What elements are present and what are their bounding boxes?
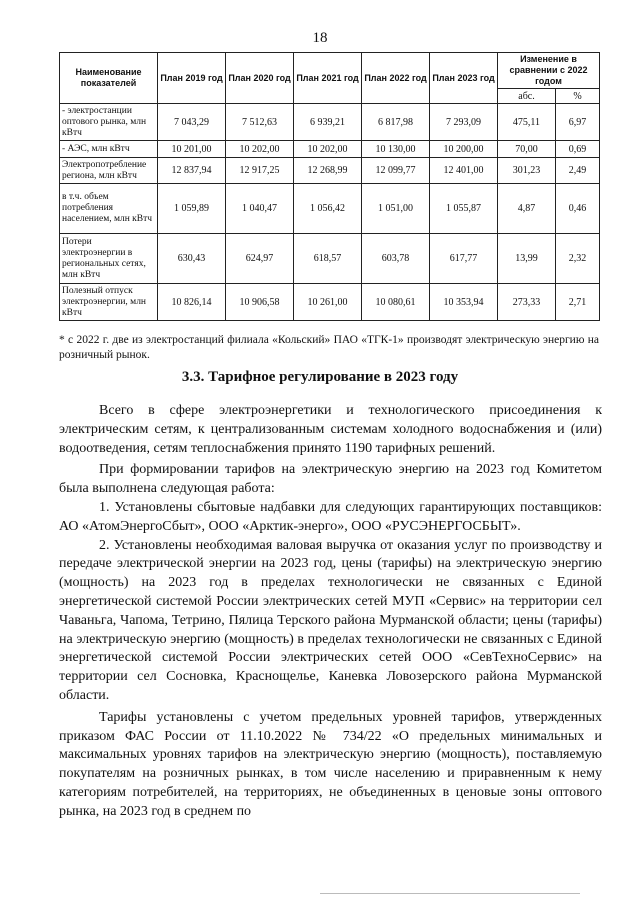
cell-2020: 10 202,00 [226,141,294,158]
cell-2022: 10 130,00 [362,141,430,158]
body-text [59,402,602,822]
header-change: Изменение в сравнении с 2022 годом [498,53,600,89]
cell-pct: 2,32 [556,234,600,284]
header-plan-2019: План 2019 год [158,53,226,104]
header-name: Наименование показателей [60,53,158,104]
section-title: 3.3. Тарифное регулирование в 2023 году [181,369,459,385]
row-label: Потери электроэнергии в региональных сетях, млн кВтч [60,234,158,284]
header-pct: % [556,89,600,104]
cell-2021: 618,57 [294,234,362,284]
electricity-table [59,52,600,321]
table-row [60,184,600,234]
row-label: в т.ч. объем потребления населением, млн кВтч [60,184,158,234]
cell-2022: 10 080,61 [362,284,430,321]
cell-2021: 10 261,00 [294,284,362,321]
cell-2023: 1 055,87 [430,184,498,234]
cell-2021: 10 202,00 [294,141,362,158]
cell-2019: 630,43 [158,234,226,284]
cell-2023: 12 401,00 [430,158,498,184]
cell-2019: 10 201,00 [158,141,226,158]
page-bottom-rule [320,893,580,894]
cell-2019: 1 059,89 [158,184,226,234]
cell-abs: 70,00 [498,141,556,158]
header-abs: абс. [498,89,556,104]
table-row [60,234,600,284]
cell-2020: 1 040,47 [226,184,294,234]
header-plan-2020: План 2020 год [226,53,294,104]
cell-2022: 1 051,00 [362,184,430,234]
cell-abs: 13,99 [498,234,556,284]
cell-pct: 2,71 [556,284,600,321]
cell-2022: 12 099,77 [362,158,430,184]
cell-pct: 0,46 [556,184,600,234]
row-label: - электростанции оптового рынка, млн кВтч [60,104,158,141]
cell-pct: 2,49 [556,158,600,184]
table-row [60,284,600,321]
table-row [60,158,600,184]
paragraph: 2. Установлены необходимая валовая выручка от оказания услуг по производству и передаче электрической энергии на 2023 год, цены (тарифы) на электрическую энергию (мощность) на 2023 год в пределах технологически не связанных с Единой энергетической системой России электрических сетей МУП «Сервис» на территории сел Чаваньга, Чапома, Тетрино, Пялица Терского района Мурманской области; цены (тарифы) на электрическую энергию (мощность) в пределах технологически не связанных с Единой энергетической системой России электрических сетей ООО «СевТехноСервис» на территории сел Сосновка, Краснощелье, Каневка Ловозерского района Мурманской области. [59,537,602,703]
paragraph: Всего в сфере электроэнергетики и технологического присоединения к электрическим сетям, к централизованным системам холодного водоснабжения и (или) водоотведения, сетям теплоснабжения принято 1190 тарифных решений. [59,403,602,456]
cell-2021: 12 268,99 [294,158,362,184]
cell-2023: 10 353,94 [430,284,498,321]
paragraph: Тарифы установлены с учетом предельных уровней тарифов, утвержденных приказом ФАС России от 11.10.2022 № 734/22 «О предельных минимальных и максимальных уровнях тарифов на электрическую энергию (мощность), поставляемую покупателям на розничных рынках, в том числе населению и приравненным к нему категориям потребителей, на территориях, не объединенных в ценовые зоны оптового рынка, на 2023 год в среднем по [59,709,602,819]
cell-2022: 6 817,98 [362,104,430,141]
row-label: - АЭС, млн кВтч [60,141,158,158]
cell-2023: 7 293,09 [430,104,498,141]
row-label: Полезный отпуск электроэнергии, млн кВтч [60,284,158,321]
cell-2023: 10 200,00 [430,141,498,158]
cell-abs: 475,11 [498,104,556,141]
cell-2020: 12 917,25 [226,158,294,184]
cell-2021: 1 056,42 [294,184,362,234]
cell-abs: 273,33 [498,284,556,321]
cell-abs: 301,23 [498,158,556,184]
cell-2022: 603,78 [362,234,430,284]
cell-2023: 617,77 [430,234,498,284]
header-plan-2022: План 2022 год [362,53,430,104]
header-plan-2023: План 2023 год [430,53,498,104]
cell-2021: 6 939,21 [294,104,362,141]
cell-2020: 624,97 [226,234,294,284]
cell-2019: 7 043,29 [158,104,226,141]
cell-pct: 0,69 [556,141,600,158]
row-label: Электропотребление региона, млн кВтч [60,158,158,184]
paragraph: При формировании тарифов на электрическую энергию на 2023 год Комитетом была выполнена следующая работа: [59,462,602,497]
paragraph: 1. Установлены сбытовые надбавки для следующих гарантирующих поставщиков: АО «АтомЭнергоСбыт», ООО «Арктик-энерго», ООО «РУСЭНЕРГОСБЫТ». [59,499,602,534]
cell-2019: 12 837,94 [158,158,226,184]
page-number: 18 [312,30,328,46]
cell-abs: 4,87 [498,184,556,234]
table-footnote: * с 2022 г. две из электростанций филиала «Кольский» ПАО «ТГК-1» производят электрическую энергию на розничный рынок. [59,334,599,361]
cell-2020: 10 906,58 [226,284,294,321]
cell-2019: 10 826,14 [158,284,226,321]
header-plan-2021: План 2021 год [294,53,362,104]
table-row [60,104,600,141]
cell-2020: 7 512,63 [226,104,294,141]
cell-pct: 6,97 [556,104,600,141]
table-row [60,141,600,158]
